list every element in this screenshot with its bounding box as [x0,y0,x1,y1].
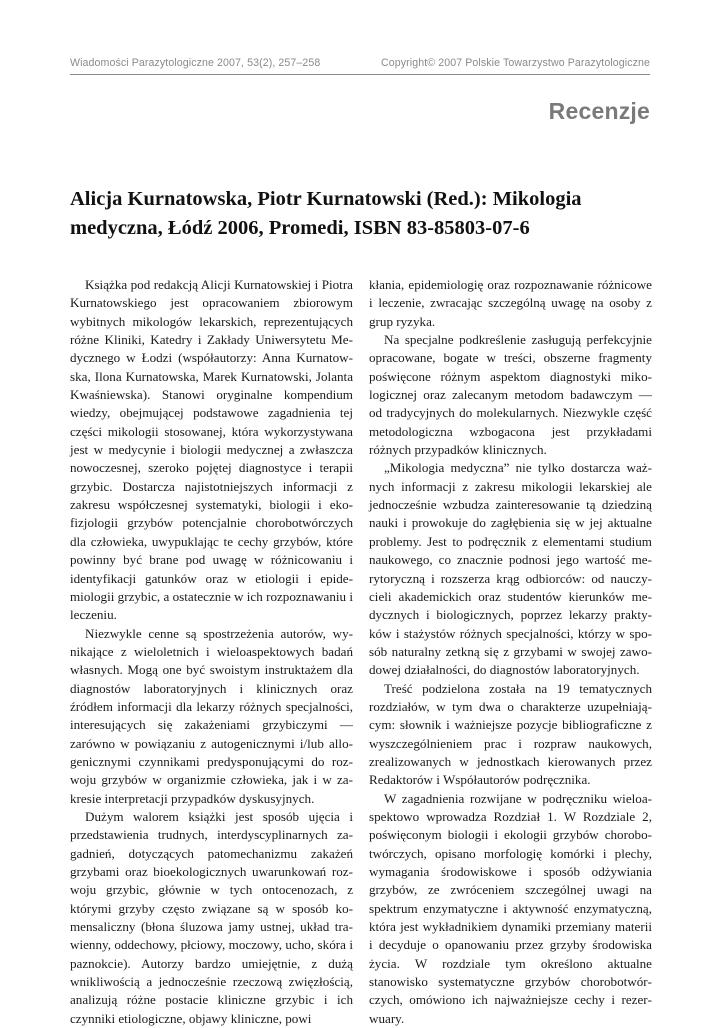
paragraph-continued: kłania, epidemiologię oraz rozpoznawanie różnicowe i leczenie, zwracając szczególną uwagę na osoby z grup ryzyka. [369,277,652,329]
left-column [70,276,353,1028]
paragraph: Treść podzielona została na 19 tematycznych rozdziałów, w tym dwa o charakterze uzupełniającym: słownik i ważniejsze pozycje bibliograficzne z wyszczególnieniem prac i rozpraw naukowych, zrealizowanych w jednostkach kierowanych przez Redaktorów i Współautorów podręcznika. [369,680,652,788]
paragraph: Niezwykle cenne są spostrzeżenia autorów, wynikające z wieloletnich i wieloaspektowych badań własnych. Mogą one być swoistym instruktażem dla diagnostów laboratoryjnych i klinicznych oraz źródłem informacji dla lekarzy różnych specjalności, interesujących się zakażeniami grzybiczymi — zarówno w powiązaniu z autogenicznymi i/lub allogenicznymi czynnikami predysponującymi do rozwoju grzybów w organizmie człowieka, jak i w zakresie interpretacji przypadków dyskusyjnych. [70,625,353,806]
paragraph: W zagadnienia rozwijane w podręczniku wieloaspektowo wprowadza Rozdział 1. W Rozdziale 2, poświęconym biologii i ekologii grzybów chorobotwórczych, opisano morfologię komórki i plechy, wymagania środowiskowe i sposób odżywiania grzybów, ze zwróceniem szczególnej uwagi na spektrum enzymatyczne i aktywność enzymatyczną, która jest wykładnikiem dynamiki przemiany materii i decyduje o opanowaniu przez grzyby środowiska życia. W rozdziale tym określono aktualne stanowisko systematyczne grzybów chorobotwórczych, omówiono ich najważniejsze cechy i rezerwuary. [369,790,652,1026]
paragraph: „Mikologia medyczna” nie tylko dostarcza ważnych informacji z zakresu mikologii lekarskiej ale jednocześnie wzbudza zainteresowanie tą dziedziną nauki i prowokuje do zagłębienia się w jej aktualne problemy. Jest to podręcznik z elementami studium naukowego, co znacznie podnosi jego wartość merytoryczną i rozszerza krąg odbiorców: od nauczycieli akademickich oraz studentów kierunków medycznych i biologicznych, poprzez lekarzy praktyków i stażystów różnych specjalności, którzy w sposób naturalny zetkną się z grzybami w swojej zawodowej działalności, do diagnostów laboratoryjnych. [369,460,652,678]
paragraph: Książka pod redakcją Alicji Kurnatowskiej i Piotra Kurnatowskiego jest opracowaniem zbiorowym wybitnych mikologów lekarskich, reprezentujących różne Kliniki, Katedry i Zakłady Uniwersytetu Medycznego w Łodzi (współautorzy: Anna Kurnatowska, Ilona Kurnatowska, Marek Kurnatowski, Jolanta Kwaśniewska). Stanowi oryginalne kompendium wiedzy, obejmującej podstawowe zagadnienia tej części mikologii stosowanej, która wykorzystywana jest w medycynie i biologii medycznej a zwłaszcza nowoczesnej, szeroko pojętej diagnostyce i terapii grzybic. Dostarcza najistotniejszych informacji z zakresu współczesnej systematyki, biologii i ekofizjologii grzybów potencjalnie chorobotwórczych dla człowieka, uwypuklając te cechy grzybów, które powinny być brane pod uwagę w różnicowaniu i identyfikacji gatunków oraz w etiologii i epidemiologii grzybic, a ostatecznie w ich rozpoznawaniu i leczeniu. [70,277,353,623]
copyright-notice: Copyright© 2007 Polskie Towarzystwo Parazytologiczne [381,57,650,69]
journal-citation: Wiadomości Parazytologiczne 2007, 53(2), 257–258 [70,57,321,69]
paragraph: Dużym walorem książki jest sposób ujęcia i przedstawienia trudnych, interdyscyplinarnych zagadnień, dotyczących patomechanizmu zakażeń grzybami oraz bioekologicznych uwarunkowań rozwoju grzybic, głównie w tych ontocenozach, z którymi grzyby często związane są w sposób komensaliczny (błona śluzowa jamy ustnej, układ trawienny, oddechowy, płciowy, moczowy, ucho, skóra i paznokcie). Autorzy bardzo umiejętnie, z dużą wnikliwością a jednocześnie rzeczową zwięzłością, analizują różne postacie kliniczne grzybic i ich czynniki etiologiczne, objawy kliniczne, powi [70,808,353,1026]
review-title: Alicja Kurnatowska, Piotr Kurnatowski (Red.): Mikologia medyczna, Łódź 2006, Promedi, ISBN 83-85803-07-6 [70,188,582,239]
running-header [70,57,650,69]
section-label: Recenzje [548,98,650,124]
paragraph: Na specjalne podkreślenie zasługują perfekcyjnie opracowane, bogate w treści, obszerne fragmenty poświęcone różnym aspektom diagnostyki mikologicznej oraz zalecanym metodom badawczym — od tradycyjnych do molekularnych. Niezwykle część metodologiczna wzbogacona jest przykładami różnych przypadków klinicznych. [369,332,652,458]
right-column [369,276,652,1028]
header-divider [70,74,650,75]
